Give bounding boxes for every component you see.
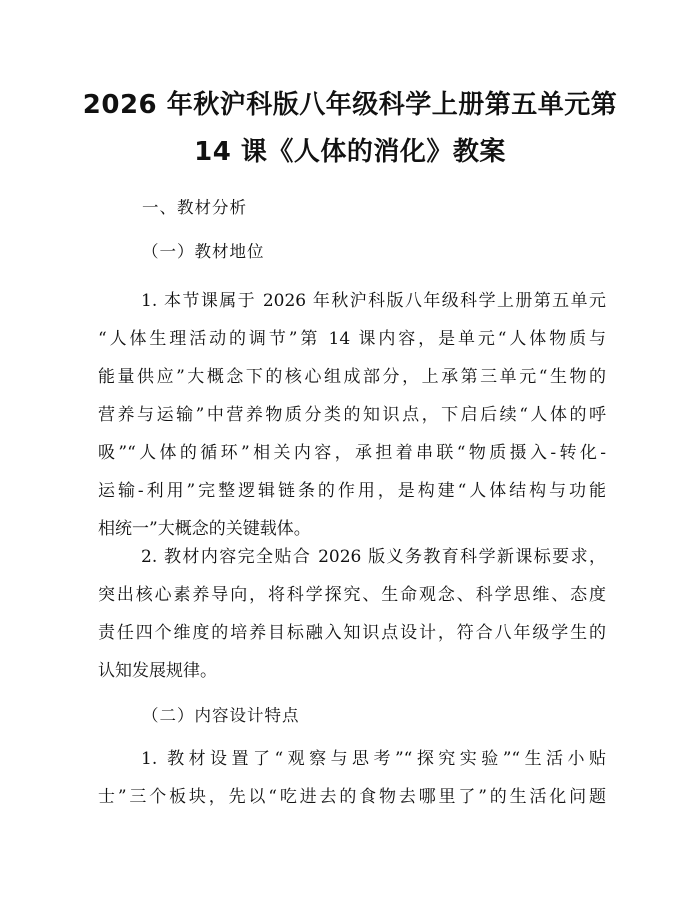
paragraph-3 [98,740,606,816]
document-title-line-2: 14 课《人体的消化》教案 [194,137,506,167]
subsection-heading-textbook-status: （一）教材地位 [142,242,265,261]
paragraph-line: 认知发展规律。 [98,661,217,681]
paragraph-line: 突出核心素养导向，将科学探究、生命观念、科学思维、态度 [98,585,606,605]
paragraph-line: 相统一”大概念的关键载体。 [98,519,311,539]
paragraph-line: 能量供应”大概念下的核心组成部分，上承第三单元“生物的 [98,367,606,387]
paragraph-line: 运输-利用”完整逻辑链条的作用，是构建“人体结构与功能 [98,481,606,501]
paragraph-line: 责任四个维度的培养目标融入知识点设计，符合八年级学生的 [98,623,606,643]
paragraph-1 [98,282,606,548]
paragraph-line: 吸”“人体的循环”相关内容，承担着串联“物质摄入-转化- [98,443,606,463]
document-title-line-1: 2026 年秋沪科版八年级科学上册第五单元第 [82,90,618,120]
paragraph-2 [98,538,606,690]
section-heading-textbook-analysis: 一、教材分析 [142,198,247,217]
subsection-heading-content-design: （二）内容设计特点 [142,706,300,725]
paragraph-line: 2. 教材内容完全贴合 2026 版义务教育科学新课标要求， [141,547,606,567]
paragraph-line: 营养与运输”中营养物质分类的知识点，下启后续“人体的呼 [98,405,606,425]
paragraph-line: “人体生理活动的调节”第 14 课内容，是单元“人体物质与 [98,329,606,349]
paragraph-line: 1. 本节课属于 2026 年秋沪科版八年级科学上册第五单元 [141,291,606,311]
paragraph-line: 士”三个板块，先以“吃进去的食物去哪里了”的生活化问题 [98,787,606,807]
paragraph-line: 1. 教材设置了“观察与思考”“探究实验”“生活小贴 [141,749,606,769]
